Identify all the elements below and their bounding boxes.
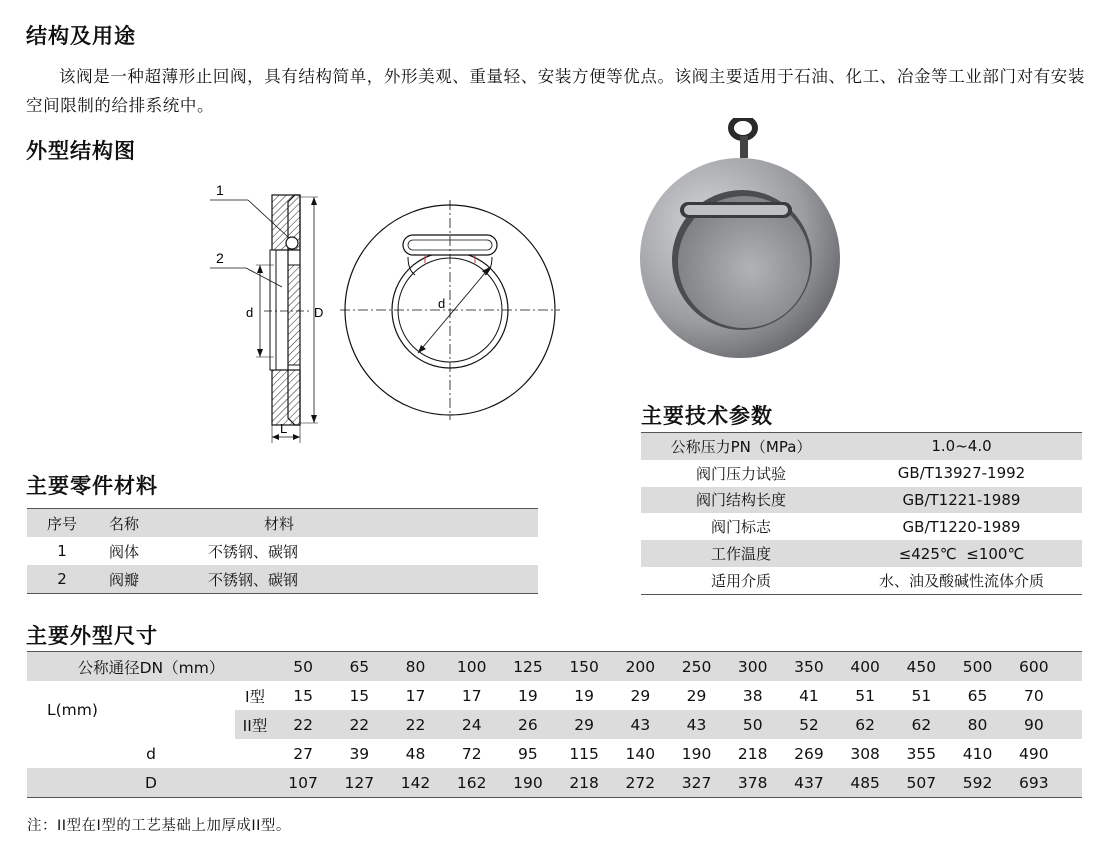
callout-2: 2	[216, 250, 224, 266]
table-cell: 不锈钢、碳钢	[208, 570, 299, 589]
front-view	[340, 200, 560, 420]
table-cell: 80	[967, 715, 988, 734]
table-cell: 43	[630, 715, 651, 734]
table-cell: 41	[799, 686, 819, 705]
row-label: D	[145, 773, 157, 792]
table-cell: 507	[906, 773, 937, 792]
label-d-side: d	[246, 305, 254, 320]
table-cell: 阀体	[109, 542, 140, 561]
heading-tech-params: 主要技术参数	[641, 403, 773, 428]
valve-photo	[640, 118, 840, 363]
table-cell: 38	[742, 686, 763, 705]
table-cell: 150	[569, 657, 599, 676]
table-cell: 19	[574, 686, 594, 705]
heading-structure-use: 结构及用途	[26, 23, 136, 48]
callout-1: 1	[216, 182, 224, 198]
table-cell-pad	[1062, 768, 1082, 798]
table-cell: 65	[349, 657, 370, 676]
table-cell: 90	[1023, 715, 1044, 734]
row-label: L(mm)	[47, 701, 98, 719]
table-cell: 100	[456, 657, 487, 676]
table-cell: 127	[344, 773, 375, 792]
lifting-ring	[731, 118, 755, 138]
label-d-front: d	[438, 296, 446, 311]
param-name: 阀门结构长度	[695, 491, 786, 510]
table-cell: 43	[686, 715, 707, 734]
table-cell: 51	[855, 686, 875, 705]
row-label: d	[146, 744, 156, 763]
param-value: ≤425℃ ≤100℃	[898, 544, 1025, 563]
param-value: GB/T1221-1989	[902, 490, 1021, 509]
param-name: 阀门压力试验	[695, 464, 786, 483]
label-D-side: D	[314, 305, 324, 320]
table-cell: 15	[349, 686, 370, 705]
table-cell-pad	[1062, 710, 1082, 739]
table-cell: 142	[400, 773, 431, 792]
heading-materials: 主要零件材料	[26, 473, 158, 498]
col-header: 名称	[109, 514, 140, 533]
table-cell: 22	[293, 715, 313, 734]
table-cell: 592	[962, 773, 993, 792]
table-cell: 48	[405, 744, 426, 763]
footnote: 注：II型在I型的工艺基础上加厚成II型。	[27, 818, 291, 834]
table-cell: 29	[574, 715, 594, 734]
table-cell: 不锈钢、碳钢	[208, 542, 299, 561]
param-value: GB/T13927-1992	[897, 464, 1026, 483]
table-cell: 1	[57, 542, 67, 560]
table-cell: 72	[461, 744, 482, 763]
table-cell: 70	[1023, 686, 1044, 705]
table-cell: 500	[962, 657, 993, 676]
table-cell: 190	[513, 773, 543, 792]
table-cell: 140	[625, 744, 656, 763]
table-cell: 24	[461, 715, 482, 734]
col-header: 序号	[46, 514, 77, 533]
table-cell: 490	[1019, 744, 1049, 763]
table-cell: 26	[518, 715, 538, 734]
table-cell: 阀瓣	[109, 570, 140, 589]
row-label: 公称通径DN（mm）	[77, 658, 225, 677]
table-cell: 50	[293, 657, 313, 676]
table-cell: 17	[405, 686, 426, 705]
table-row-l1	[27, 681, 1082, 710]
table-row	[641, 540, 1082, 567]
param-name: 工作温度	[710, 545, 771, 564]
table-cell: 115	[569, 744, 599, 763]
table-row	[641, 460, 1082, 487]
table-cell: 2	[57, 570, 67, 588]
table-cell: 200	[625, 657, 656, 676]
tech-params-table	[641, 432, 1082, 595]
dimensions-table	[27, 651, 1082, 798]
table-cell: 22	[349, 715, 370, 734]
table-cell-pad	[1062, 739, 1082, 768]
description-paragraph: 该阀是一种超薄形止回阀，具有结构简单，外形美观、重量轻、安装方便等优点。该阀主要适用于石油、化工、冶金等工业部门对有安装空间限制的给排系统中。	[26, 67, 1085, 115]
table-cell: 52	[799, 715, 819, 734]
col-header: 材料	[264, 514, 295, 533]
table-cell: 300	[737, 657, 768, 676]
table-cell: 693	[1019, 773, 1049, 792]
side-section-view	[210, 195, 318, 443]
table-cell: 29	[630, 686, 651, 705]
table-cell: 39	[349, 744, 370, 763]
table-cell: 378	[737, 773, 768, 792]
table-cell: 250	[681, 657, 712, 676]
table-row	[27, 537, 538, 565]
table-cell: 95	[518, 744, 538, 763]
heading-outline-diagram: 外型结构图	[26, 138, 136, 163]
table-row-d	[27, 739, 1082, 768]
table-cell: 327	[681, 773, 712, 792]
param-name: 阀门标志	[710, 518, 771, 537]
table-cell: 17	[461, 686, 482, 705]
param-value: 水、油及酸碱性流体介质	[878, 571, 1044, 590]
table-cell: 272	[625, 773, 656, 792]
table-cell: 65	[967, 686, 988, 705]
table-cell: 355	[906, 744, 937, 763]
table-row	[641, 487, 1082, 514]
table-cell: 410	[962, 744, 993, 763]
table-row-D	[27, 768, 1082, 798]
table-cell: 437	[794, 773, 824, 792]
table-cell: 62	[855, 715, 875, 734]
table-cell: 190	[681, 744, 712, 763]
table-cell: 29	[686, 686, 707, 705]
param-value: GB/T1220-1989	[902, 517, 1021, 536]
label-L: L	[280, 421, 288, 436]
table-cell: 350	[794, 657, 824, 676]
param-name: 适用介质	[710, 571, 771, 590]
table-row-dn	[27, 652, 1082, 682]
table-row	[641, 513, 1082, 540]
materials-table	[27, 508, 538, 594]
table-cell: 62	[911, 715, 932, 734]
table-cell: 400	[850, 657, 880, 676]
table-cell-pad	[1062, 681, 1082, 710]
param-value: 1.0~4.0	[931, 437, 992, 456]
table-cell: 218	[569, 773, 599, 792]
table-row	[27, 565, 538, 594]
structure-drawing	[200, 175, 580, 445]
table-cell: 51	[911, 686, 932, 705]
table-cell: 600	[1019, 657, 1049, 676]
table-cell: 27	[293, 744, 313, 763]
table-cell: 19	[518, 686, 538, 705]
table-cell: 269	[794, 744, 824, 763]
table-cell: 308	[850, 744, 880, 763]
row-sublabel: I型	[244, 687, 266, 706]
table-cell: 485	[850, 773, 880, 792]
param-name: 公称压力PN（MPa）	[670, 437, 812, 456]
table-cell: 162	[456, 773, 487, 792]
row-sublabel: II型	[242, 716, 268, 735]
table-cell: 50	[742, 715, 763, 734]
table-cell: 22	[405, 715, 426, 734]
table-cell-pad	[1062, 652, 1082, 682]
table-row	[641, 433, 1082, 460]
table-cell: 450	[906, 657, 937, 676]
table-cell: 107	[288, 773, 318, 792]
table-cell: 15	[293, 686, 313, 705]
table-cell: 218	[737, 744, 768, 763]
table-cell: 125	[513, 657, 543, 676]
table-row	[641, 567, 1082, 594]
table-header-row	[27, 509, 538, 538]
table-cell: 80	[405, 657, 426, 676]
heading-dimensions: 主要外型尺寸	[26, 623, 158, 648]
